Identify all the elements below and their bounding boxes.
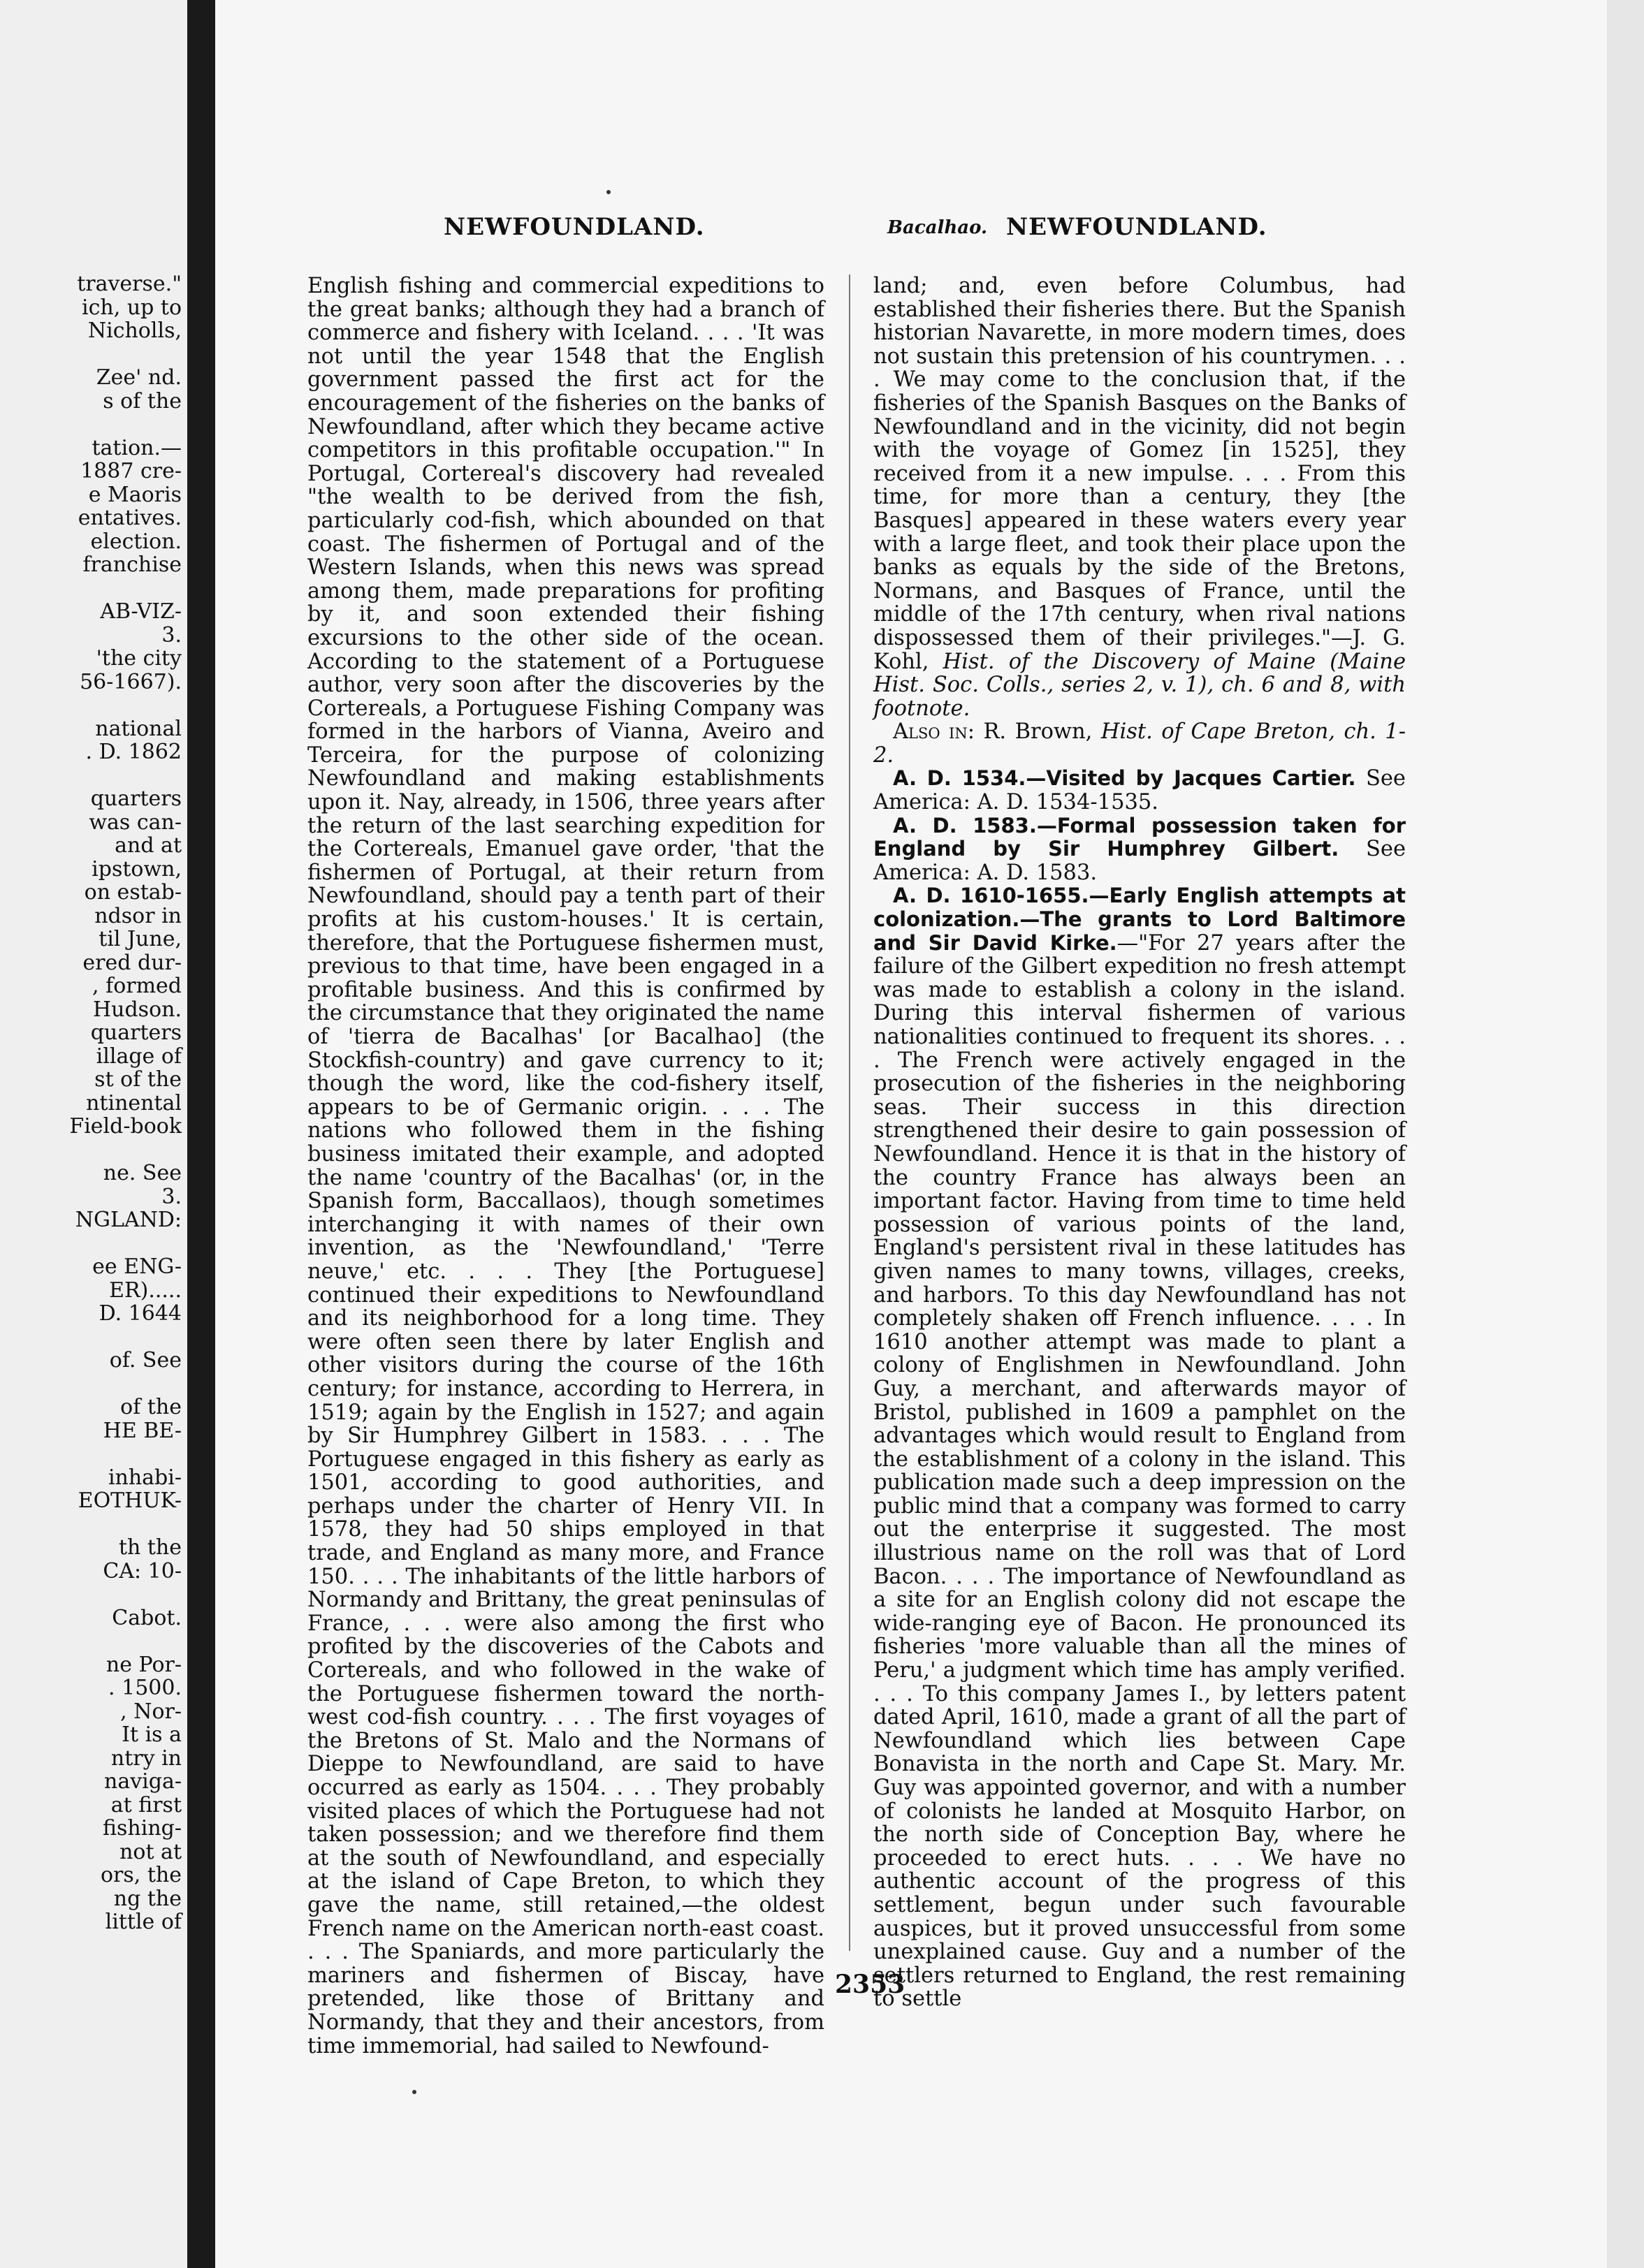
running-header [307,213,1265,247]
previous-page-line: s of the [103,388,182,414]
previous-page-line: NGLAND: [75,1208,182,1232]
previous-page-line: ndsor in [94,903,182,928]
previous-page-line: ered dur- [82,950,182,975]
also-in [873,720,1406,767]
previous-page-line: of. See [109,1348,182,1373]
previous-page-line: 'the city [96,646,182,671]
previous-page-line: of the [120,1395,182,1419]
previous-page-line: naviga- [104,1769,182,1794]
previous-page-line: franchise [82,553,182,577]
previous-page-line [0,1326,187,1349]
entry-1583-see: See America: A. D. 1583. [873,837,1406,885]
previous-page-line [0,1583,187,1607]
entry-1534-see: See America: A. D. 1534-1535. [873,766,1406,815]
previous-page-line: ich, up to [82,295,182,320]
entry-1610 [873,884,1406,2011]
previous-page-line: EOTHUK- [78,1488,182,1513]
previous-page-line [0,343,187,367]
previous-page-line: 1887 cre- [80,459,182,483]
previous-page-line: tation.— [92,435,182,460]
speck-mark [606,190,611,194]
entry-1610-heading: A. D. 1610-1655.—Early English attempts at colonization.—The grants to Lord Baltimore and Sir David Kirke. [873,884,1406,955]
previous-page-text [0,272,187,1934]
previous-page-line: inhabi- [108,1465,182,1490]
previous-page-line [0,1139,187,1162]
also-reference: Hist. of Cape Breton, ch. 1-2. [873,719,1406,768]
entry-1610-text: —"For 27 years after the failure of the Gilbert expedition no fresh attempt was made to establish a colony in the island. During this interval fishermen of various nationalities continued to frequent its shores. . . . The French were actively engaged in the prosecution of the fisheries in the neighboring seas. Their success in this direction strengthened their desire to gain possession of Newfoundland. Hence it is that in the history of the country France has always been an important factor. Having from time to time held possession of various points of the land, England's persistent rival in these latitudes has given names to many towns, villages, creeks, and harbors. To this day Newfoundland has not completely shaken off French influence. . . . In 1610 another attempt was made to plant a colony of Englishmen in Newfoundland. John Guy, a merchant, and afterwards mayor of Bristol, published in 1609 a pamphlet on the advantages which would result to England from the establishment of a colony in the island. This publication made such a deep impression on the public mind that a company was formed to carry out the enterprise it suggested. The most illustrious name on the roll was that of Lord Bacon. . . . The importance of Newfoundland as a site for an English colony did not escape the wide-ranging eye of Bacon. He pronounced its fisheries 'more valuable than all the mines of Peru,' a judgment which time has amply verified. . . . To this company James I., by letters patent dated April, 1610, made a grant of all the part of Newfoundland which lies between Cape Bonavista in the north and Cape St. Mary. Mr. Guy was appointed governor, and with a number of colonists he landed at Mosquito Harbor, on the north side of Conception Bay, where he proceeded to erect huts. . . . We have no authentic account of the progress of this settlement, begun under such favourable auspices, but it proved unsuccessful from some unexplained cause. Guy and a number of the settlers returned to England, the rest remaining to settle [873,930,1406,2012]
also-label: Also in: [893,719,975,745]
previous-page-line: ne. See [103,1161,182,1185]
previous-page-line: was can- [89,810,182,835]
previous-page-line: Cabot. [112,1605,182,1630]
previous-page-line: 3. [161,622,182,648]
previous-page-line: AB-VIZ- [100,599,182,624]
previous-page-line: , formed [92,974,182,998]
previous-page-line: fishing- [103,1816,182,1841]
previous-page-line: ng the [113,1886,182,1911]
previous-page-line: little of [105,1910,182,1934]
previous-page-line: D. 1644 [99,1301,182,1326]
previous-page-line: and at [115,833,182,858]
header-center: Bacalhao. [887,217,988,238]
previous-page-line: ntinental [86,1090,182,1115]
previous-page-line: Hudson. [92,997,182,1022]
entry-1583-heading: A. D. 1583.—Formal possession taken for England by Sir Humphrey Gilbert. [873,813,1406,861]
previous-page-line: quarters [90,1020,182,1045]
previous-page-line: It is a [122,1722,182,1747]
previous-page-line: . D. 1862 [85,740,182,764]
entry-1583 [873,814,1406,885]
also-author: R. Brown, [983,719,1093,745]
previous-page-line: Nicholls, [87,319,182,343]
previous-page-line [0,577,187,601]
previous-page-line: not at [119,1839,182,1864]
header-left: NEWFOUNDLAND. [444,213,705,241]
book-gutter [187,0,215,2268]
previous-page-line [0,764,187,788]
previous-page-line: election. [90,529,182,554]
previous-page-line: traverse." [77,272,182,296]
previous-page-line [0,1232,187,1256]
previous-page-line: ER)..... [109,1278,182,1303]
previous-page-line: on estab- [84,880,182,905]
previous-page-line: HE BE- [103,1418,182,1443]
previous-page-line [0,413,187,437]
previous-page-line: , Nor- [120,1699,182,1724]
previous-page-line: entatives. [78,506,182,530]
page-number: 2353 [835,1970,905,1999]
entry-1534 [873,767,1406,814]
previous-page-line: ee ENG- [92,1254,182,1279]
continuation-text [873,275,1406,720]
previous-page-line [0,694,187,717]
page-edge [1607,0,1644,2268]
previous-page-line: quarters [90,787,182,811]
column-divider [849,275,850,1951]
previous-page-line [0,1513,187,1537]
previous-page-line: national [95,716,182,741]
previous-page-line: . 1500. [108,1676,182,1700]
left-column-text: English fishing and commercial expeditions to the great banks; although they had a branch of commerce and fishery with Iceland. . . . 'It was not until the year 1548 that the English government passed the first act for the encouragement of the fisheries on the banks of Newfoundland, after which they became active competitors in this profitable occupation.'" In Portugal, Cortereal's discovery had revealed "the wealth to be derived from the fish, particularly cod-fish, which abounded on that coast. The fishermen of Portugal and of the Western Islands, when this news was spread among them, made preparations for profiting by it, and soon extended their fishing excursions to the other side of the ocean. According to the statement of a Portuguese author, very soon after the discoveries by the Cortereals, a Portuguese Fishing Company was formed in the harbors of Vianna, Aveiro and Terceira, for the purpose of colonizing Newfoundland and making establishments upon it. Nay, already, in 1506, three years after the return of the last searching expedition for the Cortereals, Emanuel gave order, 'that the fishermen of Portugal, at their return from Newfoundland, should pay a tenth part of their profits at his custom-houses.' It is certain, therefore, that the Portuguese fishermen must, previous to that time, have been engaged in a profitable business. And this is confirmed by the circumstance that they originated the name of 'tierra de Bacalhas' [or Bacalhao] (the Stockfish-country) and gave currency to it; though the word, like the cod-fishery itself, appears to be of Germanic origin. . . . The nations who followed them in the fishing business imitated their example, and adopted the name 'country of the Bacalhas' (or, in the Spanish form, Baccallaos), though sometimes interchanging it with names of their own invention, as the 'Newfoundland,' 'Terre neuve,' etc. . . . They [the Portuguese] continued their expeditions to Newfoundland and its neighborhood for a long time. They were often seen there by later English and other visitors during the course of the 16th century; for instance, according to Herrera, in 1519; again by the English in 1527; and again by Sir Humphrey Gilbert in 1583. . . . The Portuguese engaged in this fishery as early as 1501, according to good authorities, and perhaps under the charter of Henry VII. In 1578, they had 50 ships employed in that trade, and England as many more, and France 150. . . . The inhabitants of the little harbors of Normandy and Brittany, the great peninsulas of France, . . . were also among the first who profited by the discoveries of the Cabots and Cortereals, and who followed in the wake of the Portuguese fishermen toward the north-west cod-fish country. . . . The first voyages of the Bretons of St. Malo and the Normans of Dieppe to Newfoundland, are said to have occurred as early as 1504. . . . They probably visited places of which the Portuguese had not taken possession; and we therefore find them at the south of Newfoundland, and especially at the island of Cape Breton, to which they gave the name, still retained,—the oldest French name on the American north-east coast. . . . The Spaniards, and more particularly the mariners and fishermen of Biscay, have pretended, like those of Brittany and Normandy, that they and their ancestors, from time immemorial, had sailed to Newfound- [307,274,824,2058]
previous-page-line: ipstown, [92,856,182,881]
citation: Hist. of the Discovery of Maine (Maine Hist. Soc. Colls., series 2, v. 1), ch. 6 and 8, with footnote. [873,649,1406,721]
previous-page-line: 3. [161,1184,182,1209]
previous-page-line [0,1442,187,1466]
previous-page-line: ntry in [110,1746,182,1771]
previous-page-line: Zee' nd. [96,365,182,390]
previous-page-line: illage of [96,1044,182,1069]
previous-page-line: st of the [94,1067,182,1092]
entry-1534-heading: A. D. 1534.—Visited by Jacques Cartier. [893,766,1356,791]
previous-page-line: ne Por- [106,1652,182,1677]
previous-page-line: e Maoris [88,482,182,507]
header-right: NEWFOUNDLAND. [1006,213,1267,241]
previous-page-line [0,1630,187,1653]
previous-page [0,0,187,2268]
previous-page-line: th the [118,1535,182,1560]
previous-page-line: ors, the [100,1863,182,1887]
previous-page-line: CA: 10- [103,1558,182,1583]
continuation-body: land; and, even before Columbus, had established their fisheries there. But the Spanish historian Navarette, in more modern times, does not sustain this pretension of his countrymen. . . . We may come to the conclusion that, if the fisheries of the Spanish Basques on the Banks of Newfoundland and in the vicinity, did not begin with the voyage of Gomez [in 1525], they received from it a new impulse. . . . From this time, for more than a century, they [the Basques] appeared in these waters every year with a large fleet, and took their place upon the banks as equals by the side of the Bretons, Normans, and Basques of France, until the middle of the 17th century, when rival nations dispossessed them of their privileges."—J. G. Kohl, [873,274,1406,674]
previous-page-line: Field-book [69,1114,182,1139]
previous-page-line: til June, [99,927,182,951]
previous-page-line: at first [110,1792,182,1817]
left-column [307,274,824,2058]
previous-page-line: 56-1667). [80,669,182,694]
previous-page-line [0,1373,187,1396]
right-column [873,274,1406,2012]
speck-mark [412,2090,416,2094]
